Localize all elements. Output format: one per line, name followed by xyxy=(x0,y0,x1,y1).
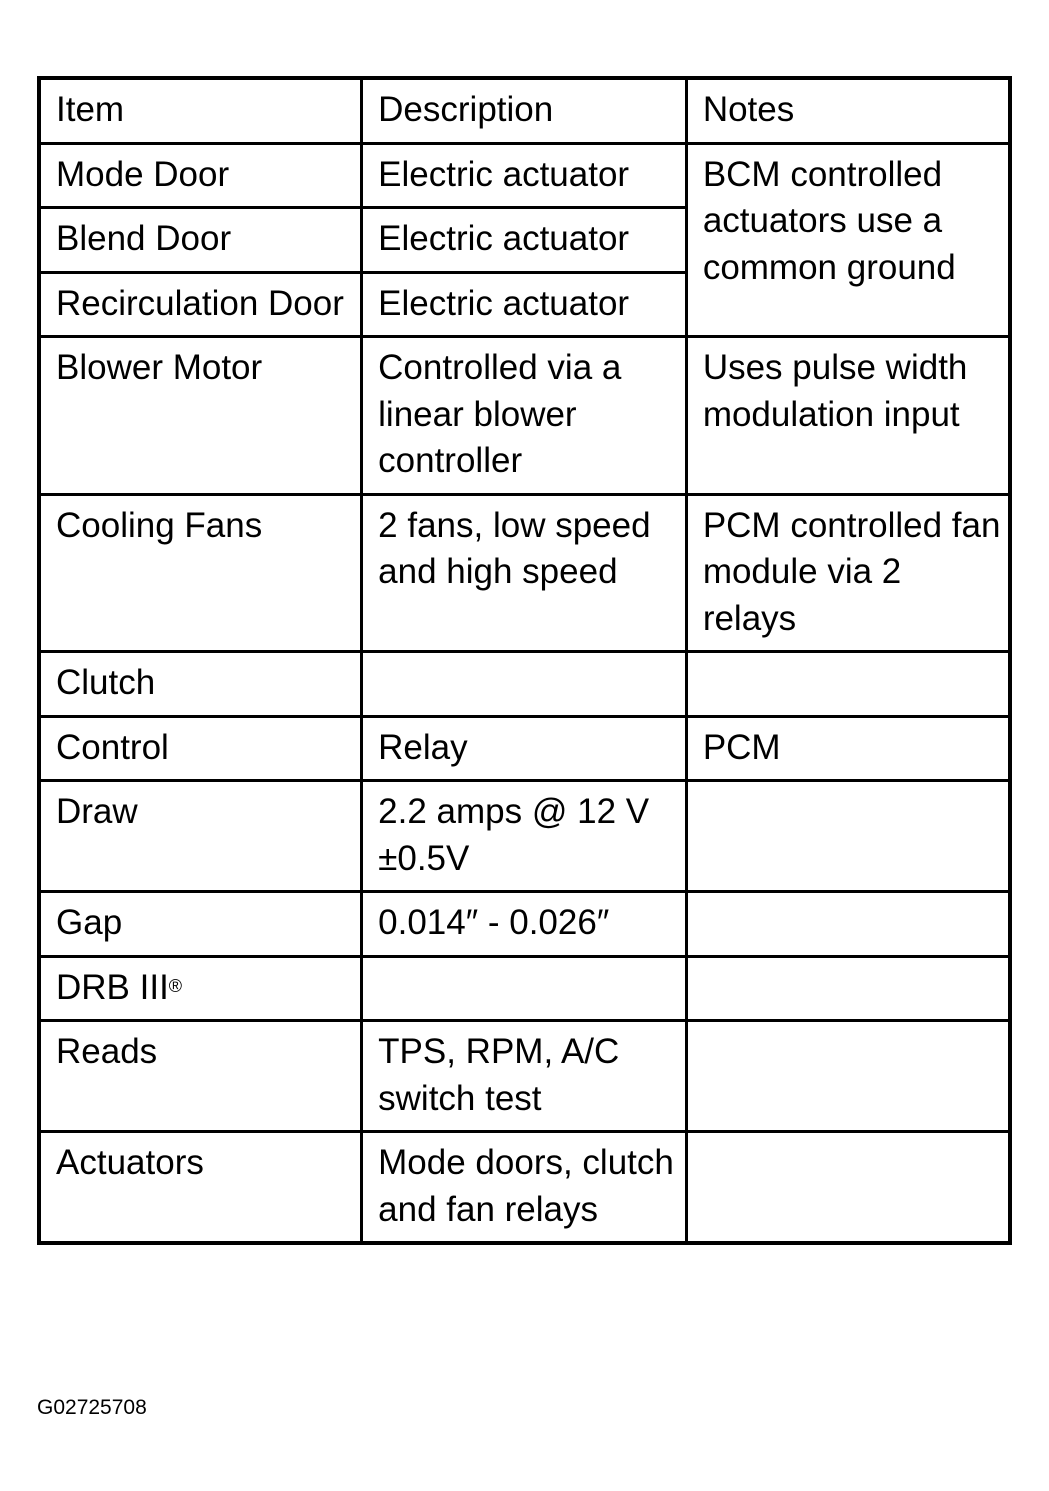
cell-notes: PCM xyxy=(686,716,1010,781)
cell-description: Electric actuator xyxy=(362,272,687,337)
cell-notes xyxy=(686,956,1010,1021)
table-row xyxy=(39,892,1010,957)
cell-item: Blower Motor xyxy=(39,337,362,495)
cell-description: Controlled via a linear blower controller xyxy=(362,337,687,495)
table-header-row xyxy=(39,78,1010,143)
cell-description: Relay xyxy=(362,716,687,781)
table-row xyxy=(39,1132,1010,1244)
spec-table xyxy=(37,76,1012,1245)
cell-item: Blend Door xyxy=(39,208,362,273)
cell-item: Mode Door xyxy=(39,143,362,208)
table-row xyxy=(39,143,1010,208)
figure-id: G02725708 xyxy=(37,1396,147,1419)
cell-item xyxy=(39,956,362,1021)
table-row xyxy=(39,337,1010,495)
header-notes: Notes xyxy=(686,78,1010,143)
table-row xyxy=(39,781,1010,892)
table-row xyxy=(39,494,1010,652)
cell-notes xyxy=(686,652,1010,717)
cell-description: Electric actuator xyxy=(362,143,687,208)
cell-notes xyxy=(686,892,1010,957)
cell-item: Control xyxy=(39,716,362,781)
cell-notes xyxy=(686,1021,1010,1132)
cell-item: Reads xyxy=(39,1021,362,1132)
cell-description: Electric actuator xyxy=(362,208,687,273)
table-row xyxy=(39,1021,1010,1132)
cell-item: Recirculation Door xyxy=(39,272,362,337)
table-row xyxy=(39,652,1010,717)
cell-description: Mode doors, clutch and fan relays xyxy=(362,1132,687,1244)
cell-item: Clutch xyxy=(39,652,362,717)
cell-description xyxy=(362,652,687,717)
cell-description: 0.014″ - 0.026″ xyxy=(362,892,687,957)
table-row xyxy=(39,716,1010,781)
cell-description: TPS, RPM, A/C switch test xyxy=(362,1021,687,1132)
cell-notes: Uses pulse width modulation input xyxy=(686,337,1010,495)
cell-description: 2.2 amps @ 12 V ±0.5V xyxy=(362,781,687,892)
cell-notes: BCM controlled actuators use a common ground xyxy=(686,143,1010,337)
cell-description: 2 fans, low speed and high speed xyxy=(362,494,687,652)
table-row xyxy=(39,956,1010,1021)
cell-item: Cooling Fans xyxy=(39,494,362,652)
header-item: Item xyxy=(39,78,362,143)
cell-item: Draw xyxy=(39,781,362,892)
cell-notes xyxy=(686,781,1010,892)
cell-item: Actuators xyxy=(39,1132,362,1244)
cell-notes: PCM controlled fan module via 2 relays xyxy=(686,494,1010,652)
cell-item: Gap xyxy=(39,892,362,957)
cell-notes xyxy=(686,1132,1010,1244)
cell-item-text: DRB III xyxy=(56,967,169,1007)
registered-mark: ® xyxy=(168,975,183,996)
header-description: Description xyxy=(362,78,687,143)
cell-description xyxy=(362,956,687,1021)
